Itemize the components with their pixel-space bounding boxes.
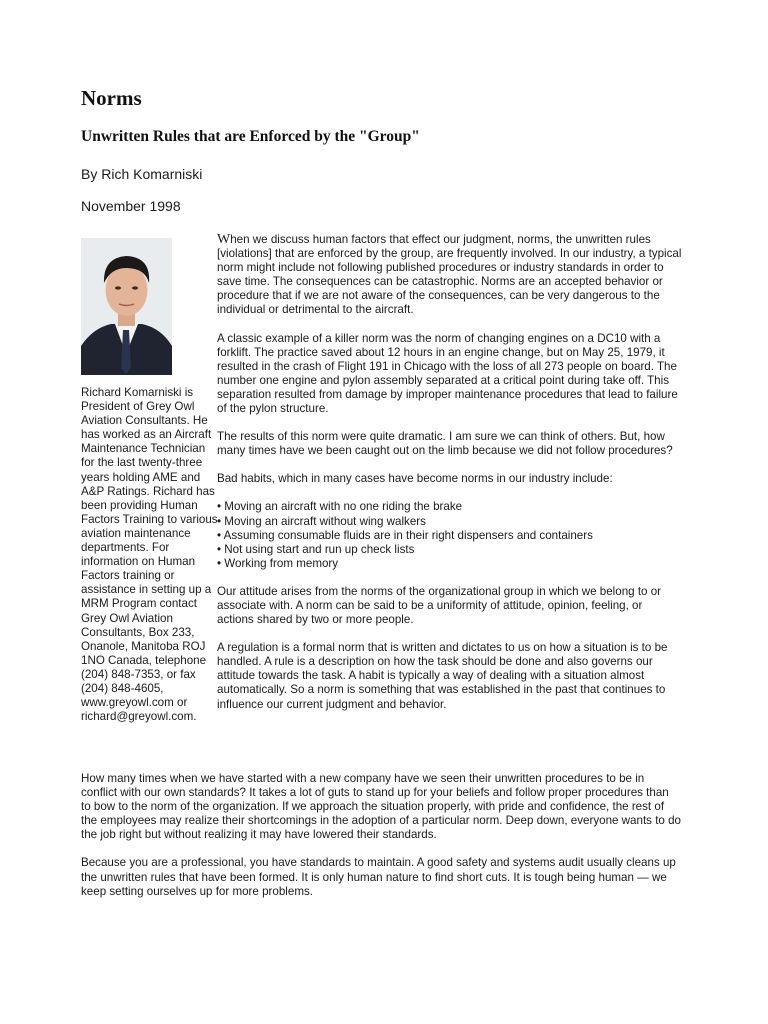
paragraph-intro-text: hen we discuss human factors that effect our judgment, norms, the unwritten rules [violations] that are enforced by the group, are frequently involved. In our industry, a typical norm might include not following published procedures or industry standards in order to save time. The consequences can be catastrophic. Norms are an accepted behavior or procedure that if we are not aware of the consequences, can be very dangerous to the individual or detrimental to the aircraft.	[217, 233, 682, 317]
paragraph-dc10: A classic example of a killer norm was the norm of changing engines on a DC10 with a forklift. The practice saved about 12 hours in an engine change, but on May 25, 1979, it resulted in the crash of Flight 191 in Chicago with the loss of all 273 people on board. The number one engine and pylon assembly separated at a critical point during take off. This separation resulted from damage by improper maintenance procedures that lead to failure of the pylon structure.	[217, 331, 678, 416]
author-bio: Richard Komarniski is President of Grey Owl Aviation Consultants. He has worked as an Aircraft Maintenance Technician for the last twenty-three years holding AME and A&P Ratings. Richard has been providing Human Factors Training to various aviation maintenance departments. For information on Human Factors training or assistance in setting up a MRM Program contact Grey Owl Aviation Consultants, Box 233, Onanole, Manitoba ROJ 1NO Canada, telephone (204) 848-7353, or fax (204) 848-4605, www.greyowl.com or richard@greyowl.com.	[81, 386, 218, 724]
paragraph-bad-habits: Bad habits, which in many cases have become norms in our industry include:	[217, 472, 613, 486]
main-column	[217, 233, 682, 726]
bad-habits-list	[217, 500, 682, 570]
page-subtitle: Unwritten Rules that are Enforced by the "Group"	[81, 128, 420, 145]
list-item: • Moving an aircraft with no one riding the brake	[217, 500, 463, 514]
page-title: Norms	[81, 86, 142, 110]
paragraph-new-company: How many times when we have started with a new company have we seen their unwritten procedures to be in conflict with our own standards? It takes a lot of guts to stand up for your beliefs and follow proper procedures than to bow to the norm of the organization. If we approach the situation properly, with pride and confidence, the rest of the employees may realize their shortcomings in the adoption of a particular norm. Deep down, everyone wants to do the job right but without realizing it may have lowered their standards.	[81, 772, 681, 842]
byline: By Rich Komarniski	[81, 166, 203, 182]
paragraph-attitude: Our attitude arises from the norms of the organizational group in which we belong to or associate with. A norm can be said to be a uniformity of attitude, opinion, feeling, or actions shared by two or more people.	[217, 584, 662, 627]
paragraph-professional: Because you are a professional, you have standards to maintain. A good safety and systems audit usually cleans up the unwritten rules that have been formed. It is only human nature to find short cuts. It is tough being human — we keep setting ourselves up for more problems.	[81, 856, 676, 898]
paragraph-results: The results of this norm were quite dramatic. I am sure we can think of others. But, how many times have we been caught out on the limb because we did not follow procedures?	[217, 430, 673, 458]
full-width-section	[81, 772, 681, 913]
publication-date: November 1998	[81, 198, 181, 214]
list-item: • Not using start and run up check lists	[217, 542, 415, 556]
paragraph-regulation: A regulation is a formal norm that is written and dictates to us on how a situation is to be handled. A rule is a description on how the task should be done and also governs our attitude towards the task. A habit is typically a way of dealing with a situation almost automatically. So a norm is something that was established in the past that continues to influence our current judgment and behavior.	[217, 641, 668, 711]
author-portrait-icon	[81, 238, 172, 375]
drop-letter: W	[217, 232, 231, 247]
paragraph-intro	[217, 233, 682, 318]
list-item: • Working from memory	[217, 556, 339, 570]
list-item: • Assuming consumable fluids are in their right dispensers and containers	[217, 528, 593, 542]
list-item: • Moving an aircraft without wing walkers	[217, 514, 426, 528]
